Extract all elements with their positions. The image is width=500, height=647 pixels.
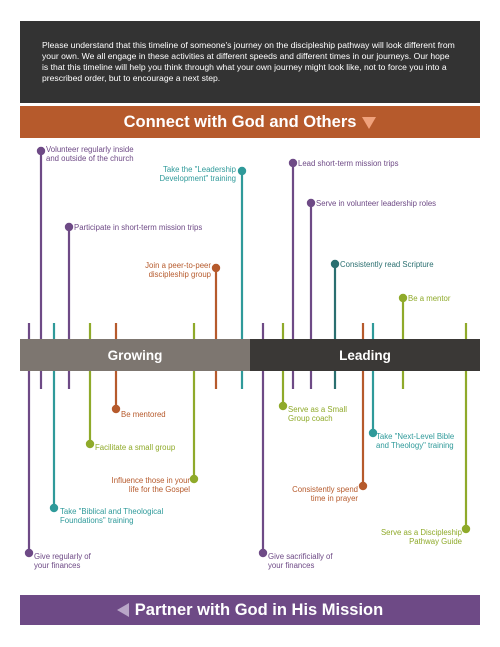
label-facilitate: Facilitate a small group (95, 443, 176, 452)
partner-banner-title: Partner with God in His Mission (134, 600, 384, 619)
label-volunteer: Volunteer regularly inside and outside of the church (46, 145, 134, 163)
dot-foundations-training (50, 504, 58, 512)
label-short-term-participate: Participate in short-term mission trips (74, 223, 203, 232)
dot-pathway-guide (462, 525, 470, 533)
dot-give-regularly (25, 549, 33, 557)
dot-influence (190, 475, 198, 483)
label-scripture: Consistently read Scripture (340, 260, 434, 269)
label-short-term-lead: Lead short-term mission trips (298, 159, 399, 168)
dot-volunteer (37, 147, 45, 155)
growing-stage-label: Growing (107, 347, 163, 363)
partner-banner (20, 595, 480, 625)
label-next-level-training: Take "Next-Level Bible and Theology" training (376, 432, 455, 450)
label-influence: Influence those in your life for the Gospel (111, 476, 190, 494)
dot-leadership-training (238, 167, 246, 175)
dot-volunteer-leadership (307, 199, 315, 207)
connect-banner-title: Connect with God and Others (123, 112, 357, 131)
label-peer-group: Join a peer-to-peer discipleship group (145, 261, 211, 279)
label-volunteer-leadership: Serve in volunteer leadership roles (316, 199, 437, 208)
label-foundations-training: Take "Biblical and Theological Foundations" training (60, 507, 164, 525)
label-be-mentored: Be mentored (121, 410, 166, 419)
label-pathway-guide: Serve as a Discipleship Pathway Guide (380, 528, 462, 546)
triangle-left-icon (117, 603, 129, 617)
dot-be-mentored (112, 405, 120, 413)
leading-stage-band (250, 339, 480, 371)
growing-stage-band (20, 339, 250, 371)
dot-small-group-coach (279, 402, 287, 410)
dot-give-sacrificially (259, 549, 267, 557)
dot-scripture (331, 260, 339, 268)
label-mentor: Be a mentor (408, 294, 451, 303)
dot-facilitate (86, 440, 94, 448)
intro-text: Please understand that this timeline of someone's journey on the discipleship pathway will look different from your own. We all engage in these activities at different speeds and different times in our journeys. Our hope is that this timeline will help you think through what your own journey might look like, not to force you into a prescribed order, but to encourage a next step. (42, 40, 455, 83)
label-small-group-coach: Serve as a Small Group coach (288, 405, 347, 423)
dot-mentor (399, 294, 407, 302)
dot-short-term-lead (289, 159, 297, 167)
label-give-regularly: Give regularly of your finances (34, 552, 91, 570)
dot-peer-group (212, 264, 220, 272)
leading-stage-label: Leading (339, 347, 391, 363)
label-give-sacrificially: Give sacrificially of your finances (268, 552, 333, 570)
dot-pray (359, 482, 367, 490)
label-leadership-training: Take the "Leadership Development" training (159, 165, 236, 183)
label-pray: Consistently spend time in prayer (292, 485, 358, 503)
dot-short-term-participate (65, 223, 73, 231)
